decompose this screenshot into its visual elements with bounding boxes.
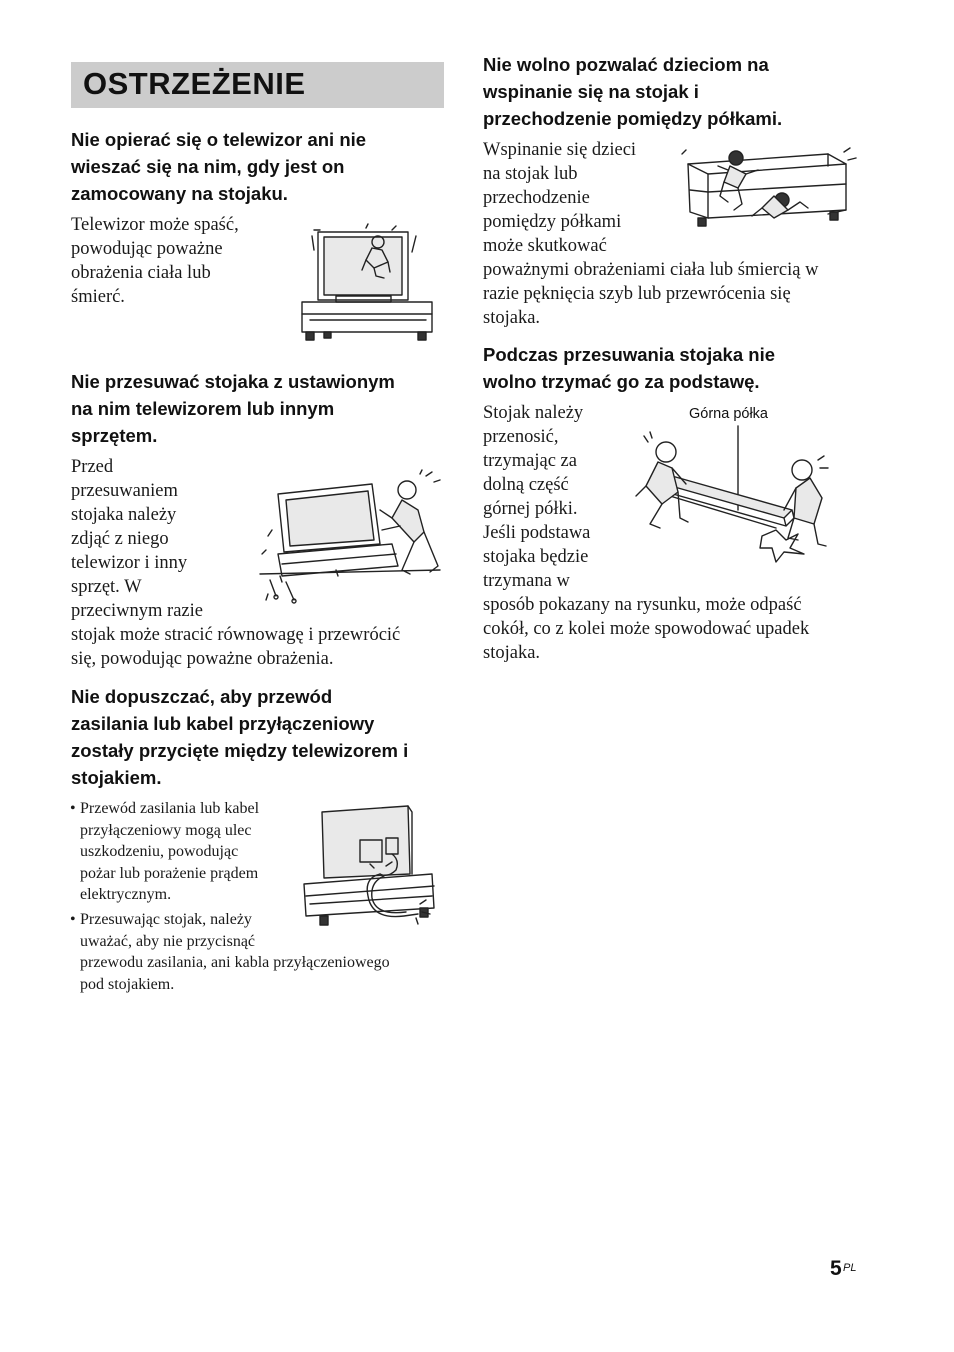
section-1-body: Telewizor może spaść, powodując poważne obrażenia ciała lub śmierć. <box>71 215 239 307</box>
page-title: OSTRZEŻENIE <box>83 66 306 101</box>
bullet-1-symbol: • <box>70 800 76 817</box>
two-men-carrying-stand-illustration <box>626 426 842 564</box>
cable-pinched-illustration <box>300 804 440 930</box>
section-4-body: Wspinanie się dzieci na stojak lub przechodzenie pomiędzy półkami może skutkować poważnymi obrażeniami ciała lub śmiercią w razie pęknięcia szyb lub przewrócenia się stojaka. <box>483 140 819 328</box>
section-5-heading: Podczas przesuwania stojaka nie wolno trzymać go za podstawę. <box>483 344 775 392</box>
bullet-2-symbol: • <box>70 911 76 928</box>
title-banner <box>71 62 444 108</box>
section-2-heading: Nie przesuwać stojaka z ustawionym na nim telewizorem lub innym sprzętem. <box>71 371 395 446</box>
man-pushing-tv-stand-illustration <box>242 470 444 604</box>
section-1-heading: Nie opierać się o telewizor ani nie wieszać się na nim, gdy jest on zamocowany na stojaku. <box>71 129 367 204</box>
section-5-body: Stojak należy przenosić, trzymając za dolną część górnej półki. Jeśli podstawa stojaka będzie trzymana w sposób pokazany na rysunku, może odpaść cokół, co z kolei może spowodować upadek stojaka. <box>483 403 810 663</box>
bullet-2-text: Przesuwając stojak, należy uważać, aby nie przycisnąć przewodu zasilania, ani kabla przyłączeniowego pod stojakiem. <box>80 911 390 993</box>
section-2-body: Przed przesuwaniem stojaka należy zdjąć z niego telewizor i inny sprzęt. W przeciwnym razie stojak może stracić równowagę i przewrócić się, powodując poważne obrażenia. <box>71 457 401 669</box>
tv-child-hanging-illustration <box>296 222 442 347</box>
children-climbing-stand-illustration <box>678 146 858 228</box>
bullet-1-text: Przewód zasilania lub kabel przyłączeniowy mogą ulec uszkodzeniu, powodując pożar lub porażenie prądem elektrycznym. <box>80 800 260 904</box>
section-3-heading: Nie dopuszczać, aby przewód zasilania lub kabel przyłączeniowy zostały przycięte między telewizorem i stojakiem. <box>71 686 409 788</box>
page-number: 5 <box>830 1257 842 1280</box>
section-4-heading: Nie wolno pozwalać dzieciom na wspinanie się na stojak i przechodzenie pomiędzy półkami. <box>483 54 783 129</box>
figure-label-top-shelf: Górna półka <box>689 406 768 422</box>
page-language-suffix: PL <box>843 1262 857 1274</box>
